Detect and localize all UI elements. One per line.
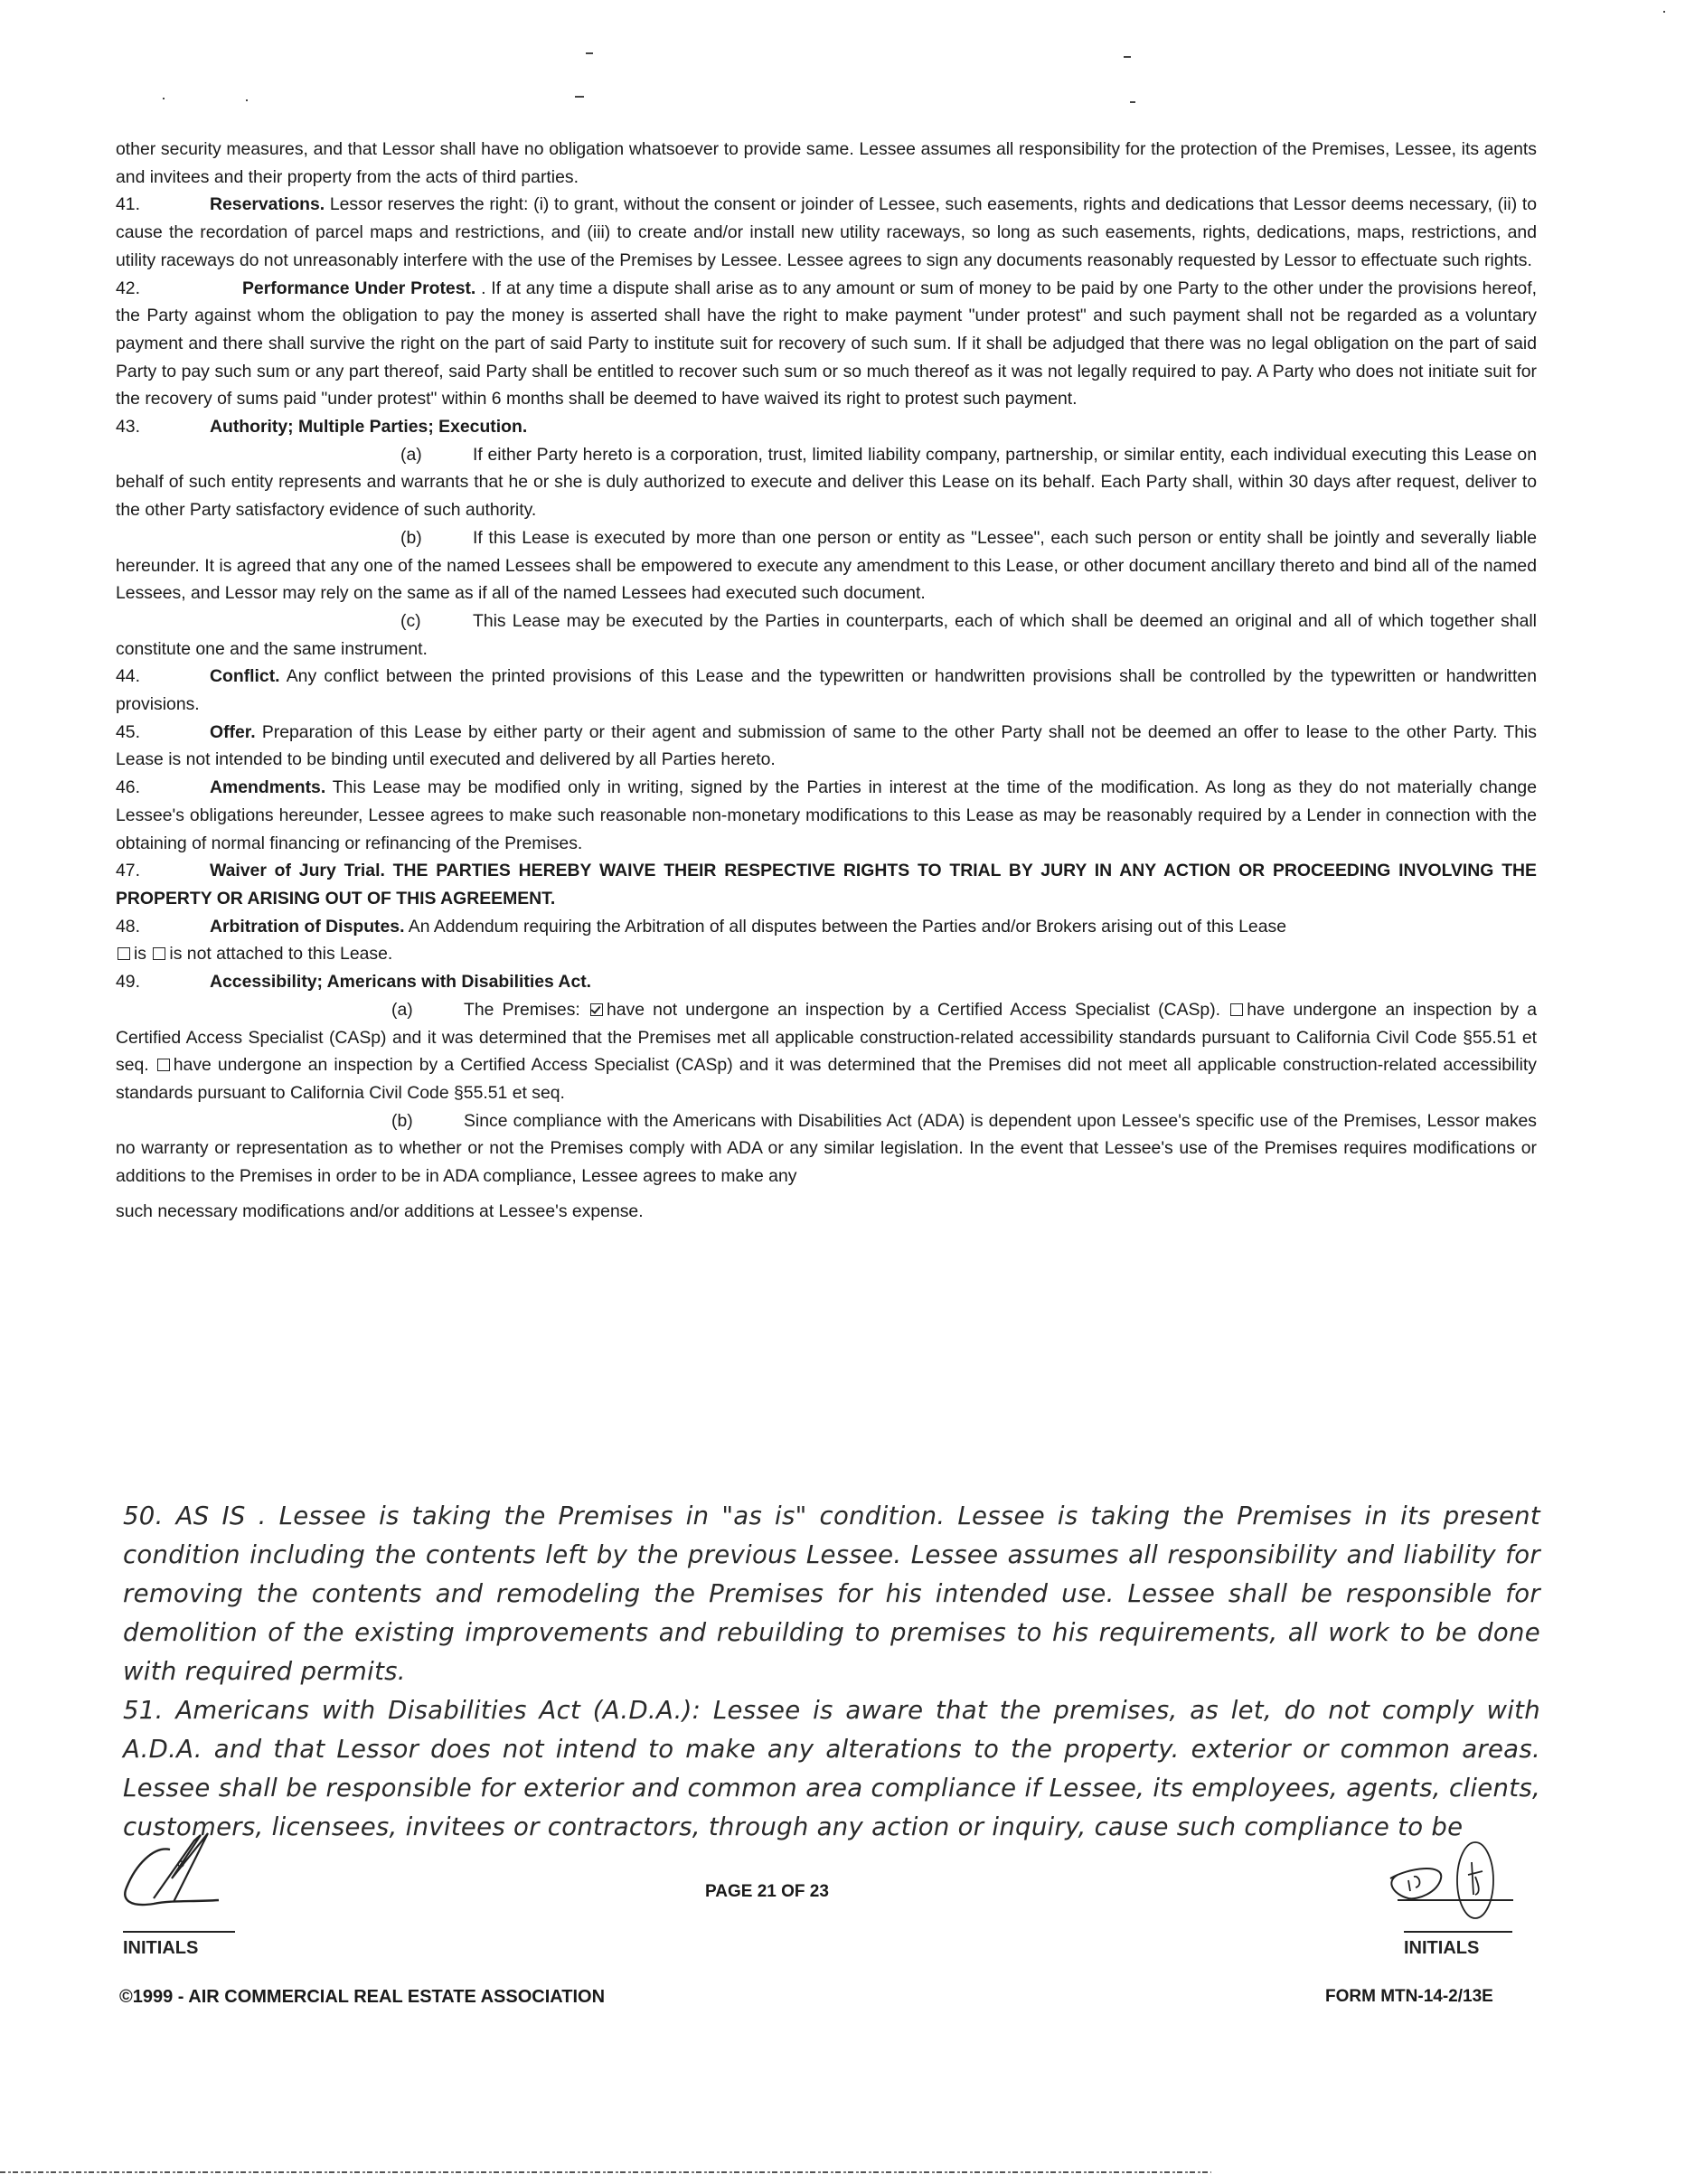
arbitration-is-checkbox[interactable]: [118, 947, 130, 960]
initials-line-left: [123, 1931, 235, 1933]
subsection-text: If either Party hereto is a corporation, trust, limited liability company, partnership, or similar entity, each individual executing this Lease on behalf of such entity represents and warrants that he or she is duly authorized to execute and deliver this Lease on its behalf. Each Party shall, within 30 days after request, deliver to the other Party satisfactory evidence of such authority.: [116, 444, 1537, 521]
section-title: Arbitration of Disputes.: [210, 916, 405, 937]
section-number: 47.: [116, 861, 140, 881]
initials-line-right: [1404, 1931, 1512, 1933]
section-number: 45.: [116, 721, 140, 742]
arbitration-is-label: is: [134, 944, 147, 965]
section-title: Reservations.: [210, 194, 325, 215]
continuation-paragraph: other security measures, and that Lessor shall have no obligation whatsoever to provide same. Lessee assumes all responsibility for the protection of the Premises, Lessee, its agents and invitees and their property from the acts of third parties.: [116, 139, 1537, 187]
subsection-text: If this Lease is executed by more than one person or entity as "Lessee", each such person or entity shall be jointly and severally liable hereunder. It is agreed that any one of the named Lessees shall be empowered to execute any amendment to this Lease, or other document ancillary thereto and bind all of the named Lessees, and Lessor may rely on the same as if all of the named Lessees had executed such document.: [116, 527, 1537, 604]
section-43b: [116, 524, 1537, 607]
arbitration-is-not-label: is not attached to this Lease.: [169, 944, 393, 965]
scan-speck: [586, 52, 593, 54]
section-49b-tail: such necessary modifications and/or additions at Lessee's expense.: [116, 1200, 644, 1221]
section-number: 44.: [116, 666, 140, 687]
section-title: Accessibility; Americans with Disabilities Act.: [210, 972, 592, 993]
section-42: [116, 275, 1537, 414]
scan-speck: [1124, 56, 1131, 58]
section-48: [116, 913, 1537, 941]
subsection-text: This Lease may be executed by the Parties in counterparts, each of which shall be deemed an original and all of which together shall constitute one and the same instrument.: [116, 610, 1537, 659]
casp-not-inspected-checkbox[interactable]: [590, 1003, 603, 1016]
page-number: PAGE 21 OF 23: [705, 1882, 829, 1901]
initials-label-left: INITIALS: [123, 1938, 199, 1958]
section-46: [116, 774, 1537, 857]
section-49: [116, 968, 1537, 996]
initials-label-right: INITIALS: [1404, 1938, 1480, 1958]
casp-not-met-standards-checkbox[interactable]: [157, 1059, 170, 1071]
section-title: Amendments.: [210, 777, 326, 798]
section-51-handwritten-addendum: [123, 1691, 1540, 1847]
section-44: [116, 663, 1537, 718]
section-number: 43.: [116, 417, 140, 438]
signature-scribble-icon: [118, 1824, 226, 1915]
casp-option-2: have undergone an inspection by a Certified Access Specialist (CASp) and it was determined that the Premises met all applicable construction-related accessibility standards pursuant to California Civil Code §55.51 et seq.: [116, 999, 1537, 1076]
casp-option-1: have not undergone an inspection by a Certified Access Specialist (CASp).: [606, 999, 1221, 1020]
scan-speck: [246, 99, 248, 101]
section-45: [116, 719, 1537, 774]
section-number: 41.: [116, 194, 140, 215]
section-title: Authority; Multiple Parties; Execution.: [210, 417, 528, 438]
scan-speck: [163, 98, 165, 99]
form-identifier: FORM MTN-14-2/13E: [1325, 1987, 1493, 2006]
section-41: [116, 191, 1537, 274]
scan-edge-artifact: [0, 2171, 1211, 2173]
section-number: 46.: [116, 777, 140, 798]
section-49b: [116, 1107, 1537, 1191]
section-text: Preparation of this Lease by either party or their agent and submission of same to the other Party shall not be deemed an offer to lease to the other Party. This Lease is not intended to be binding until executed and delivered by all Parties hereto.: [116, 721, 1537, 770]
section-47: [116, 857, 1537, 912]
lessor-initials-signature: [118, 1824, 226, 1915]
subsection-text: Since compliance with the Americans with Disabilities Act (ADA) is dependent upon Lessee's specific use of the Premises, Lessor makes no warranty or representation as to whether or not the Premises comply with ADA or any similar legislation. In the event that Lessee's use of the Premises requires modifications or additions to the Premises in order to be in ADA compliance, Lessee agrees to make any: [116, 1110, 1537, 1187]
section-48-options: [116, 940, 1537, 968]
section-title: Performance Under Protest.: [242, 278, 476, 298]
section-number: 48.: [116, 916, 140, 937]
section-text: Any conflict between the printed provisions of this Lease and the typewritten or handwritten provisions shall be controlled by the typewritten or handwritten provisions.: [116, 666, 1537, 715]
scan-speck: [1663, 11, 1665, 13]
section-text: Lessor reserves the right: (i) to grant, without the consent or joinder of Lessee, such easements, rights and dedications that Lessor deems necessary, (ii) to cause the recordation of parcel maps and restrictions, and (iii) to create and/or install new utility raceways, so long as such easements, rights, dedications, maps, restrictions, and utility raceways do not unreasonably interfere with the use of the Premises by Lessee. Lessee agrees to sign any documents reasonably requested by Lessor to effectuate such rights.: [116, 194, 1537, 270]
casp-met-standards-checkbox[interactable]: [1230, 1003, 1243, 1016]
lease-body: [116, 136, 1537, 1225]
section-43a: [116, 441, 1537, 524]
copyright-notice: ©1999 - AIR COMMERCIAL REAL ESTATE ASSOCIATION: [119, 1987, 606, 2007]
section-title: Conflict.: [210, 666, 280, 687]
casp-option-3: have undergone an inspection by a Certified Access Specialist (CASp) and it was determined that the Premises did not meet all applicable construction-related accessibility standards pursuant to California Civil Code §55.51 et seq.: [116, 1055, 1537, 1103]
subsection-label: (c): [400, 610, 421, 631]
lessee-initials-signature: [1381, 1840, 1517, 1926]
signature-scribble-icon: [1381, 1840, 1517, 1926]
section-text: . If at any time a dispute shall arise as to any amount or sum of money to be paid by one Party to the other under the provisions hereof, the Party against whom the obligation to pay the money is asserted shall have the right to make payment "under protest" and such payment shall not be regarded as a voluntary payment and there shall survive the right on the part of said Party to institute suit for recovery of such sum. If it shall be adjudged that there was no legal obligation on the part of said Party to pay such sum or any part thereof, said Party shall be entitled to recover such sum or so much thereof as it was not legally required to pay. A Party who does not initiate suit for the recovery of sums paid "under protest" within 6 months shall be deemed to have waived its right to protest such payment.: [116, 278, 1537, 410]
arbitration-is-not-checkbox[interactable]: [153, 947, 165, 960]
subsection-label: (a): [391, 999, 413, 1020]
section-50-handwritten-addendum: [123, 1497, 1540, 1691]
section-text: THE PARTIES HEREBY WAIVE THEIR RESPECTIVE RIGHTS TO TRIAL BY JURY IN ANY ACTION OR PROCEEDING INVOLVING THE PROPERTY OR ARISING OUT OF THIS AGREEMENT.: [116, 861, 1537, 908]
subsection-label: (b): [400, 527, 422, 548]
subsection-label: (a): [400, 444, 422, 465]
section-number: 49.: [116, 972, 140, 993]
subsection-label: (b): [391, 1110, 413, 1131]
scan-speck: [1130, 101, 1135, 103]
section-43: [116, 413, 1537, 441]
scan-speck: [575, 96, 584, 98]
section-number: 42.: [116, 278, 140, 298]
section-49a: [116, 996, 1537, 1107]
section-51-text: 51. Americans with Disabilities Act (A.D.A.): Lessee is aware that the premises, as let, do not comply with A.D.A. and that Lessor does not intend to make any alterations to the property. exterior or common areas. Lessee shall be responsible for exterior and common area compliance if Lessee, its employees, agents, clients, customers, licensees, invitees or contractors, through any action or inquiry, cause such compliance to be: [123, 1696, 1540, 1841]
section-text: An Addendum requiring the Arbitration of all disputes between the Parties and/or Brokers arising out of this Lease: [404, 916, 1286, 937]
section-text: This Lease may be modified only in writing, signed by the Parties in interest at the time of the modification. As long as they do not materially change Lessee's obligations hereunder, Lessee agrees to make such reasonable non-monetary modifications to this Lease as may be reasonably required by a Lender in connection with the obtaining of normal financing or refinancing of the Premises.: [116, 777, 1537, 853]
casp-prefix: The Premises:: [464, 999, 580, 1020]
section-title: Offer.: [210, 721, 256, 742]
section-43c: [116, 607, 1537, 663]
section-50-text: 50. AS IS . Lessee is taking the Premises in "as is" condition. Lessee is taking the Premises in its present condition including the contents left by the previous Lessee. Lessee assumes all responsibility and liability for removing the contents and remodeling the Premises for his intended use. Lessee shall be responsible for demolition of the existing improvements and rebuilding to premises to his requirements, all work to be done with required permits.: [123, 1502, 1540, 1686]
section-title: Waiver of Jury Trial.: [210, 861, 385, 881]
